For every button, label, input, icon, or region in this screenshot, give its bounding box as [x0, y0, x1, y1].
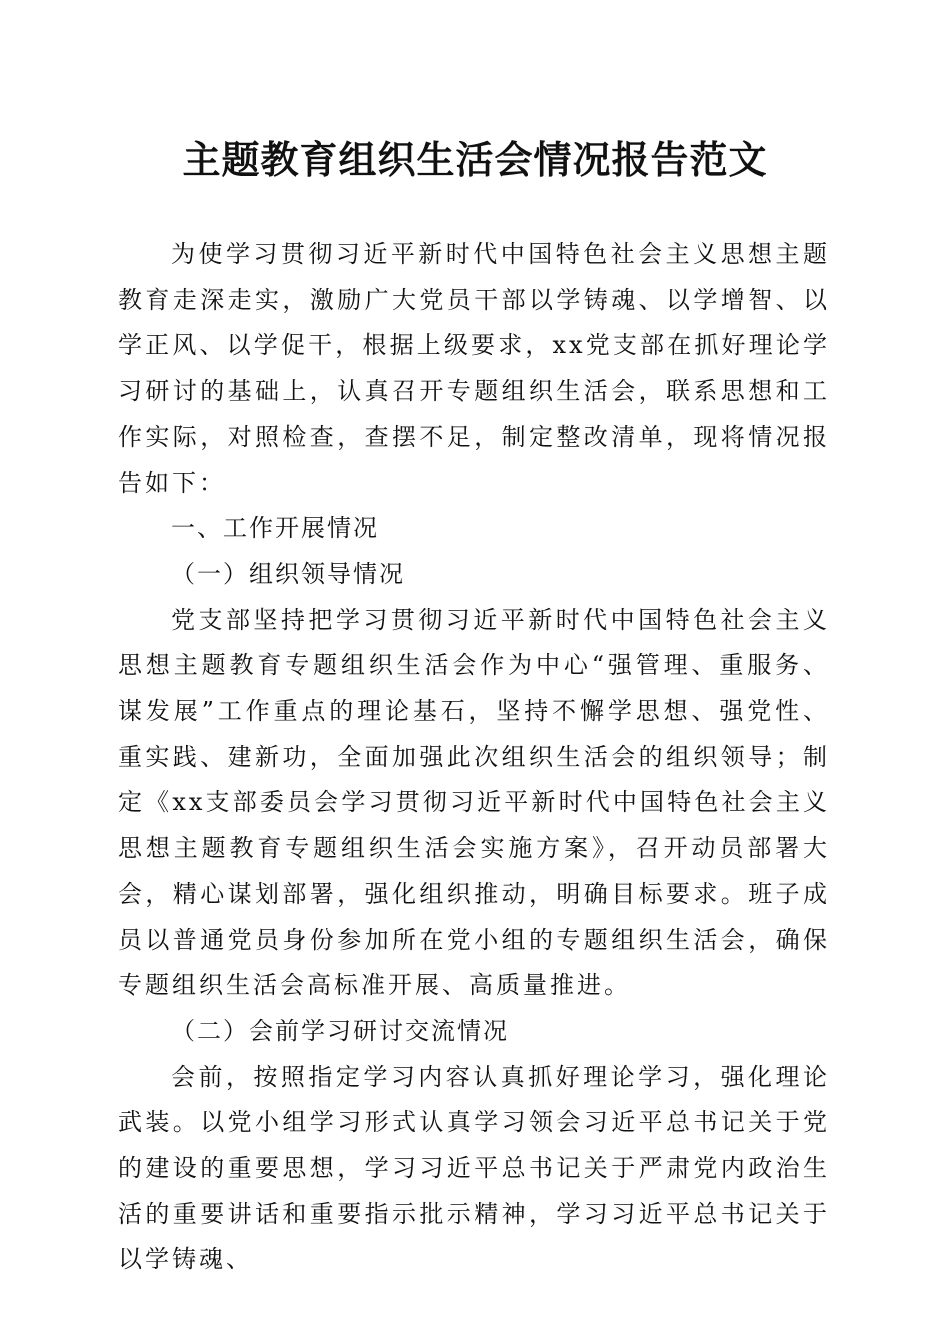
subsection-heading-study-exchange: （二）会前学习研讨交流情况: [171, 1016, 509, 1045]
section-heading-work-progress: 一、工作开展情况: [171, 514, 379, 543]
document-title: 主题教育组织生活会情况报告范文: [182, 137, 768, 182]
leadership-paragraph: 党支部坚持把学习贯彻习近平新时代中国特色社会主义思想主题教育专题组织生活会作为中心“强管理、重服务、谋发展”工作重点的理论基石，坚持不懈学思想、强党性、重实践、建新功，全面加强此次组织生活会的组织领导；制定《xx支部委员会学习贯彻习近平新时代中国特色社会主义思想主题教育专题组织生活会实施方案》，召开动员部署大会，精心谋划部署，强化组织推动，明确目标要求。班子成员以普通党员身份参加所在党小组的专题组织生活会，确保专题组织生活会高标准开展、高质量推进。: [118, 605, 830, 1000]
intro-paragraph: 为使学习贯彻习近平新时代中国特色社会主义思想主题教育走深走实，激励广大党员干部以学铸魂、以学增智、以学正风、以学促干，根据上级要求，xx党支部在抓好理论学习研讨的基础上，认真召开专题组织生活会，联系思想和工作实际，对照检查，查摆不足，制定整改清单，现将情况报告如下：: [118, 240, 830, 497]
study-exchange-paragraph: 会前，按照指定学习内容认真抓好理论学习，强化理论武装。以党小组学习形式认真学习领会习近平总书记关于党的建设的重要思想，学习习近平总书记关于严肃党内政治生活的重要讲话和重要指示批示精神，学习习近平总书记关于以学铸魂、: [118, 1062, 830, 1274]
subsection-heading-leadership: （一）组织领导情况: [171, 559, 405, 588]
document-body: [118, 232, 830, 1283]
